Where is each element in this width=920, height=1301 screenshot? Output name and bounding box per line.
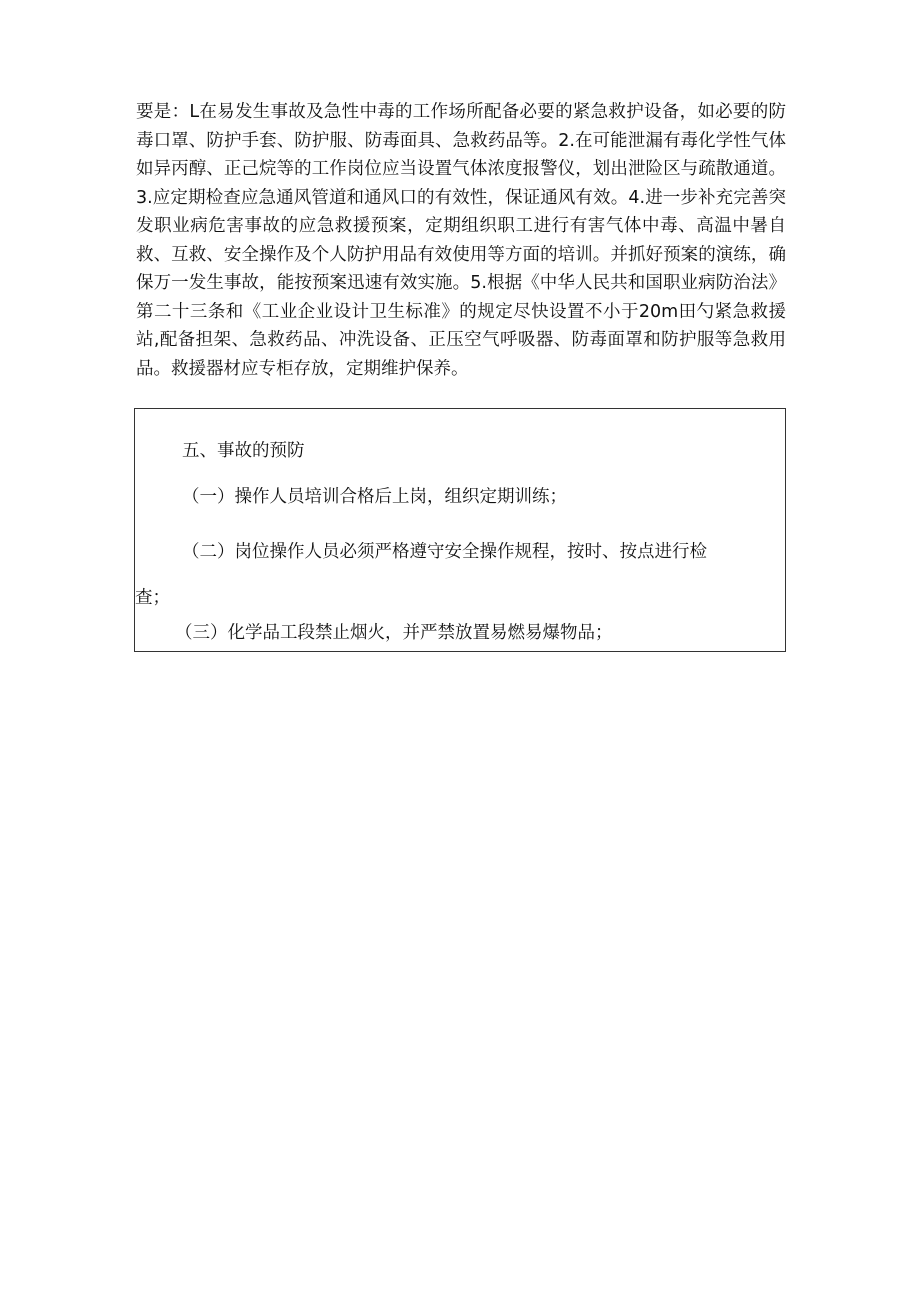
- body-paragraph: 要是：L在易发生事故及急性中毒的工作场所配备必要的紧急救护设备，如必要的防毒口罩、防护手套、防护服、防毒面具、急救药品等。2.在可能泄漏有毒化学性气体如异丙醇、正己烷等的工作岗位应当设置气体浓度报警仪，划出泄险区与疏散通道。3.应定期检查应急通风管道和通风口的有效性，保证通风有效。4.进一步补充完善突发职业病危害事故的应急救援预案，定期组织职工进行有害气体中毒、高温中暑自救、互救、安全操作及个人防护用品有效使用等方面的培训。并抓好预案的演练，确保万一发生事故，能按预案迅速有效实施。5.根据《中华人民共和国职业病防治法》第二十三条和《工业企业设计卫生标准》的规定尽快设置不小于20m田勺紧急救援站,配备担架、急救药品、冲洗设备、正压空气呼吸器、防毒面罩和防护服等急救用品。救援器材应专柜存放，定期维护保养。: [136, 102, 786, 379]
- prevention-item-3: （三）化学品工段禁止烟火，并严禁放置易燃易爆物品；: [175, 623, 613, 643]
- prevention-item-2: [135, 529, 782, 621]
- prevention-section-box: [134, 408, 786, 652]
- prevention-item-1: （一）操作人员培训合格后上岗，组织定期训练；: [182, 487, 567, 507]
- prevention-item-2-second-line: 查；: [135, 588, 170, 608]
- prevention-item-2-first-line: （二）岗位操作人员必须严格遵守安全操作规程，按时、按点进行检: [182, 542, 707, 562]
- section-heading: 五、事故的预防: [182, 441, 305, 461]
